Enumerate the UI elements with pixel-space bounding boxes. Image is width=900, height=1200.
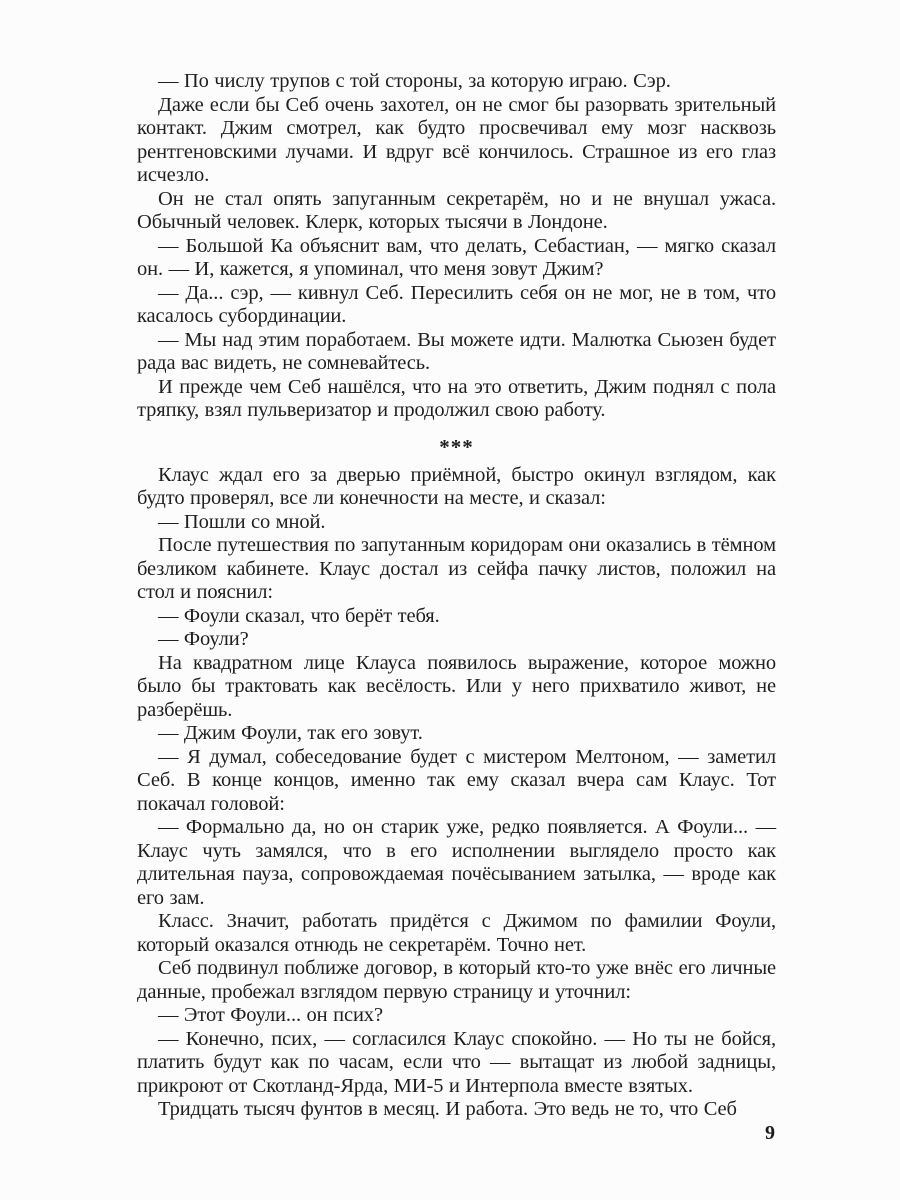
paragraph: — По числу трупов с той стороны, за которую играю. Сэр. — [158, 70, 671, 92]
paragraph: — Этот Фоули... он псих? — [158, 1004, 383, 1026]
paragraph: Тридцать тысяч фунтов в месяц. И работа. Это ведь не то, что Себ — [158, 1098, 737, 1120]
page-text — [137, 70, 776, 1122]
paragraph: — Мы над этим поработаем. Вы можете идти. Малютка Сьюзен будет рада вас видеть, не сомневайтесь. — [137, 328, 776, 374]
paragraph: — Да... сэр, — кивнул Себ. Пересилить себя он не мог, не в том, что касалось субординации. — [137, 281, 776, 327]
paragraph: — Фоули сказал, что берёт тебя. — [158, 604, 440, 627]
paragraph: — Джим Фоули, так его зовут. — [158, 722, 423, 744]
paragraph: Себ подвинул поближе договор, в который кто-то уже внёс его личные данные, пробежал взглядом первую страницу и уточнил: — [137, 957, 776, 1003]
paragraph: — Формально да, но он старик уже, редко появляется. А Фоули... — Клаус чуть замялся, что в его исполнении выглядело просто как длительная пауза, сопровождаемая почёсыванием затылка, — вроде как его зам. — [137, 816, 776, 909]
paragraph: Класс. Значит, работать придётся с Джимом по фамилии Фоули, который оказался отнюдь не секретарём. Точно нет. — [137, 910, 776, 956]
paragraph: На квадратном лице Клауса появилось выражение, которое можно было бы трактовать как весёлость. Или у него прихватило живот, не разберёшь. — [137, 651, 776, 721]
paragraph: — Пошли со мной. — [158, 510, 326, 533]
page-number: 9 — [765, 1122, 775, 1144]
paragraph: — Фоули? — [158, 628, 249, 650]
paragraph: Клаус ждал его за дверью приёмной, быстро окинул взглядом, как будто проверял, все ли конечности на месте, и сказал: — [137, 463, 776, 509]
section-separator: *** — [439, 434, 474, 459]
paragraph: Даже если бы Себ очень захотел, он не смог бы разорвать зрительный контакт. Джим смотрел, как будто просвечивал ему мозг насквозь рентгеновскими лучами. И вдруг всё кончилось. Страшное из его глаз исчезло. — [137, 93, 776, 186]
paragraph: После путешествия по запутанным коридорам они оказались в тёмном безликом кабинете. Клаус достал из сейфа пачку листов, положил на стол и пояснил: — [137, 534, 776, 603]
paragraph: — Конечно, псих, — согласился Клаус спокойно. — Но ты не бойся, платить будут как по часам, если что — вытащат из любой задницы, прикроют от Скотланд-Ярда, МИ-5 и Интерпола вместе взятых. — [137, 1027, 776, 1097]
paragraph: — Большой Ка объяснит вам, что делать, Себастиан, — мягко сказал он. — И, кажется, я упоминал, что меня зовут Джим? — [137, 234, 776, 280]
paragraph: Он не стал опять запуганным секретарём, но и не внушал ужаса. Обычный человек. Клерк, которых тысячи в Лондоне. — [137, 187, 776, 233]
paragraph: — Я думал, собеседование будет с мистером Мелтоном, — заметил Себ. В конце концов, именно так ему сказал вчера сам Клаус. Тот покачал головой: — [137, 745, 776, 815]
paragraph: И прежде чем Себ нашёлся, что на это ответить, Джим поднял с пола тряпку, взял пульверизатор и продолжил свою работу. — [137, 375, 776, 421]
